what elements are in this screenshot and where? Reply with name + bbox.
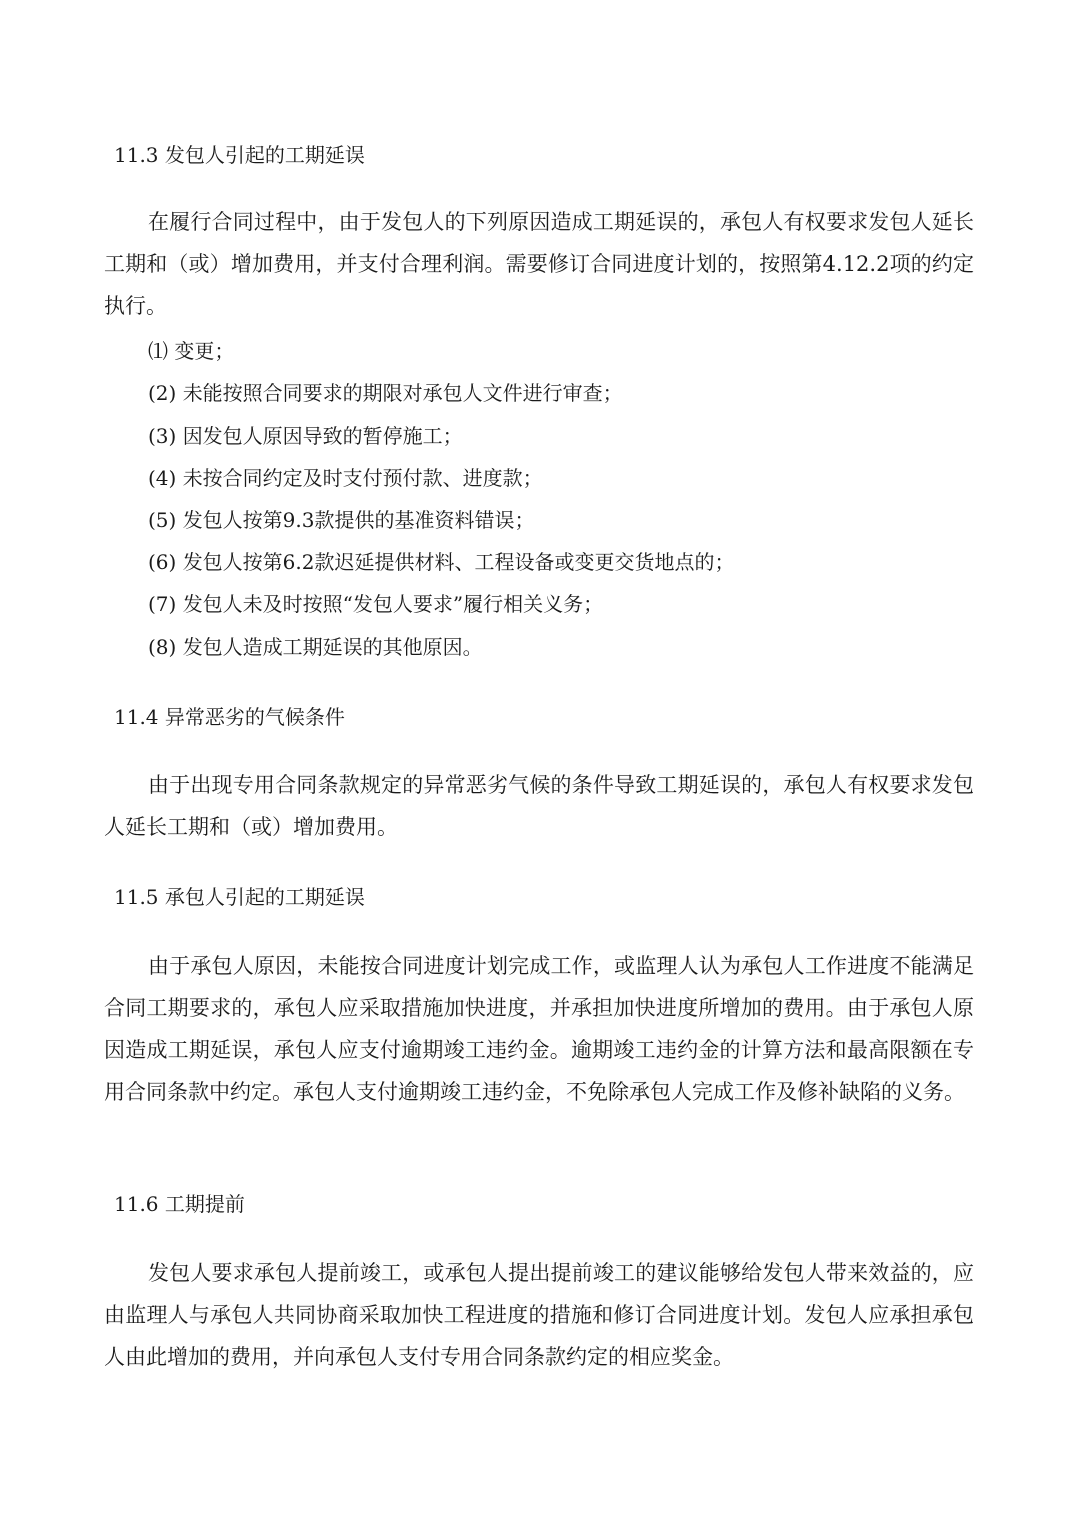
list-item: (8) 发包人造成工期延误的其他原因。 bbox=[148, 635, 483, 659]
list-item: (6) 发包人按第6.2款迟延提供材料、工程设备或变更交货地点的； bbox=[148, 550, 735, 574]
list-item: (5) 发包人按第9.3款提供的基准资料错误； bbox=[148, 508, 535, 532]
list-item: (2) 未能按照合同要求的期限对承包人文件进行审查； bbox=[148, 381, 623, 405]
section-11-5-body: 由于承包人原因，未能按合同进度计划完成工作，或监理人认为承包人工作进度不能满足合同工期要求的，承包人应采取措施加快进度，并承担加快进度所增加的费用。由于承包人原因造成工期延误，承包人应支付逾期竣工违约金。逾期竣工违约金的计算方法和最高限额在专用合同条款中约定。承包人支付逾期竣工违约金，不免除承包人完成工作及修补缺陷的义务。 bbox=[104, 954, 974, 1104]
section-11-6-body: 发包人要求承包人提前竣工，或承包人提出提前竣工的建议能够给发包人带来效益的，应由监理人与承包人共同协商采取加快工程进度的措施和修订合同进度计划。发包人应承担承包人由此增加的费用，并向承包人支付专用合同条款约定的相应奖金。 bbox=[104, 1261, 974, 1369]
list-item: (7) 发包人未及时按照“发包人要求”履行相关义务； bbox=[148, 592, 604, 616]
section-heading-11-3: 11.3 发包人引起的工期延误 bbox=[114, 143, 365, 167]
section-11-3-intro: 在履行合同过程中，由于发包人的下列原因造成工期延误的，承包人有权要求发包人延长工期和（或）增加费用，并支付合理利润。需要修订合同进度计划的，按照第4.12.2项的约定执行。 bbox=[104, 210, 974, 318]
list-item: ⑴ 变更； bbox=[148, 339, 235, 363]
section-heading-11-6: 11.6 工期提前 bbox=[114, 1192, 245, 1216]
list-item: (3) 因发包人原因导致的暂停施工； bbox=[148, 424, 463, 448]
section-heading-11-4: 11.4 异常恶劣的气候条件 bbox=[114, 705, 345, 729]
section-11-4-body: 由于出现专用合同条款规定的异常恶劣气候的条件导致工期延误的，承包人有权要求发包人延长工期和（或）增加费用。 bbox=[104, 773, 974, 839]
list-item: (4) 未按合同约定及时支付预付款、进度款； bbox=[148, 466, 543, 490]
section-heading-11-5: 11.5 承包人引起的工期延误 bbox=[114, 885, 365, 909]
